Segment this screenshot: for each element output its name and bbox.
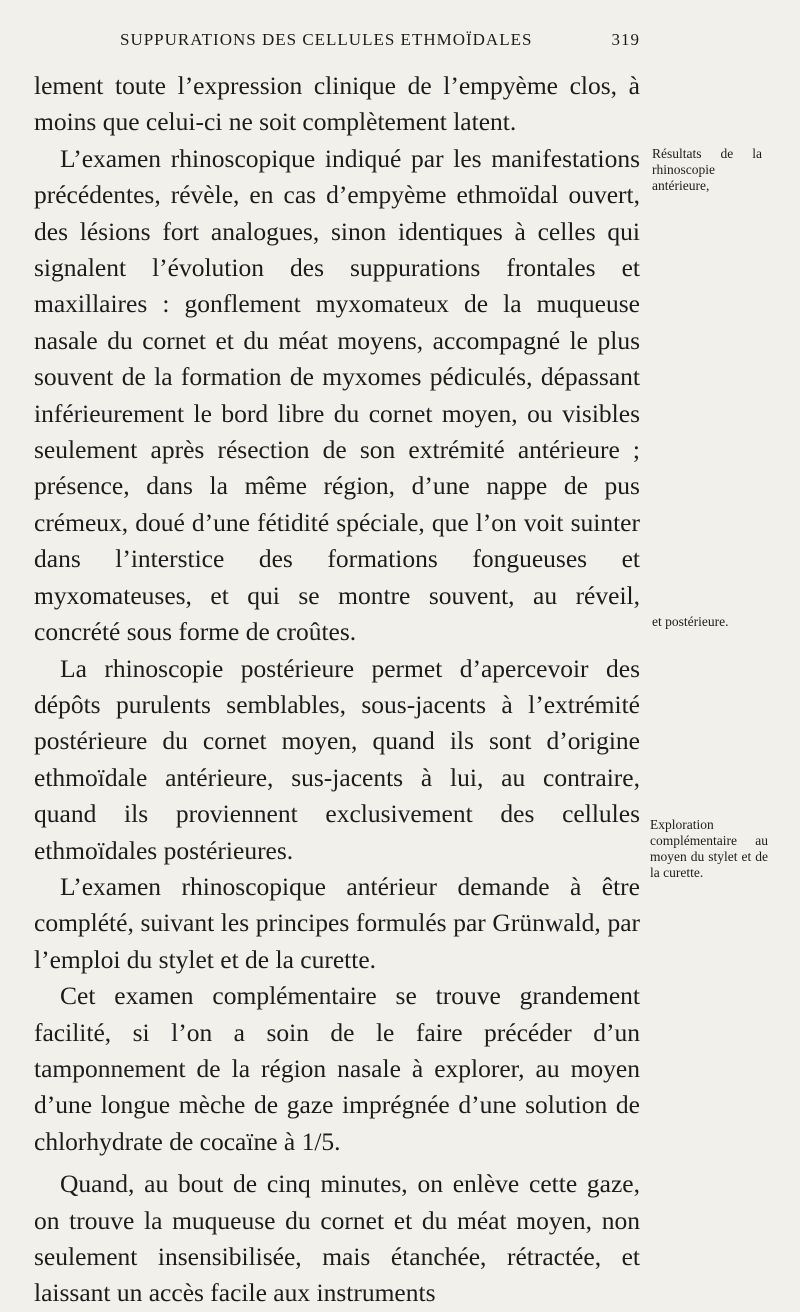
main-text xyxy=(34,68,640,1312)
margin-note-exploration-title: Exploration xyxy=(650,817,714,832)
margin-note-exploration-text: complémentaire au moyen du stylet et de la curette. xyxy=(650,833,768,880)
paragraph-3: La rhinoscopie postérieure permet d’apercevoir des dépôts purulents semblables, sous-jacents à l’extrémité postérieure du cornet moyen, quand ils sont d’origine ethmoïdale antérieure, sus-jacents à lui, au contraire, quand ils proviennent exclusivement des cellules ethmoïdales postérieures. xyxy=(34,653,640,865)
page-number: 319 xyxy=(611,30,640,49)
paragraph-6: Quand, au bout de cinq minutes, on enlève cette gaze, on trouve la muqueuse du cornet et du méat moyen, non seulement insensibilisée, mais étanchée, rétractée, et laissant un accès facile aux instruments xyxy=(34,1169,640,1308)
margin-note-posterior: et postérieure. xyxy=(652,614,729,629)
margin-note-exploration xyxy=(650,817,768,881)
paragraph-4: L’examen rhinoscopique antérieur demande à être complété, suivant les principes formulés par Grünwald, par l’emploi du stylet et de la curette. xyxy=(34,871,640,974)
margin-note-anterior: Résultats de la rhinoscopie antérieure, xyxy=(652,146,762,193)
paragraph-5: Cet examen complémentaire se trouve grandement facilité, si l’on a soin de le faire précéder d’un tamponnement de la région nasale à explorer, au moyen d’une longue mèche de gaze imprégnée d’une solution de chlorhydrate de cocaïne à 1/5. xyxy=(34,981,640,1156)
running-header xyxy=(120,30,640,50)
paragraph-1: lement toute l’expression clinique de l’empyème clos, à moins que celui-ci ne soit complètement latent. xyxy=(34,71,640,137)
paragraph-2: L’examen rhinoscopique indiqué par les manifestations précédentes, révèle, en cas d’empyème ethmoïdal ouvert, des lésions fort analogues, sinon identiques à celles qui signalent l’évolution des suppurations frontales et maxillaires : gonflement myxomateux de la muqueuse nasale du cornet et du méat moyens, accompagné le plus souvent de la formation de myxomes pédiculés, dépassant inférieurement le bord libre du cornet moyen, ou visibles seulement après résection de son extrémité antérieure ; présence, dans la même région, d’une nappe de pus crémeux, doué d’une fétidité spéciale, que l’on voit suinter dans l’interstice des formations fongueuses et myxomateuses, et qui se montre souvent, au réveil, concrété sous forme de croûtes. xyxy=(34,143,640,647)
running-title: SUPPURATIONS DES CELLULES ETHMOÏDALES xyxy=(120,30,533,49)
